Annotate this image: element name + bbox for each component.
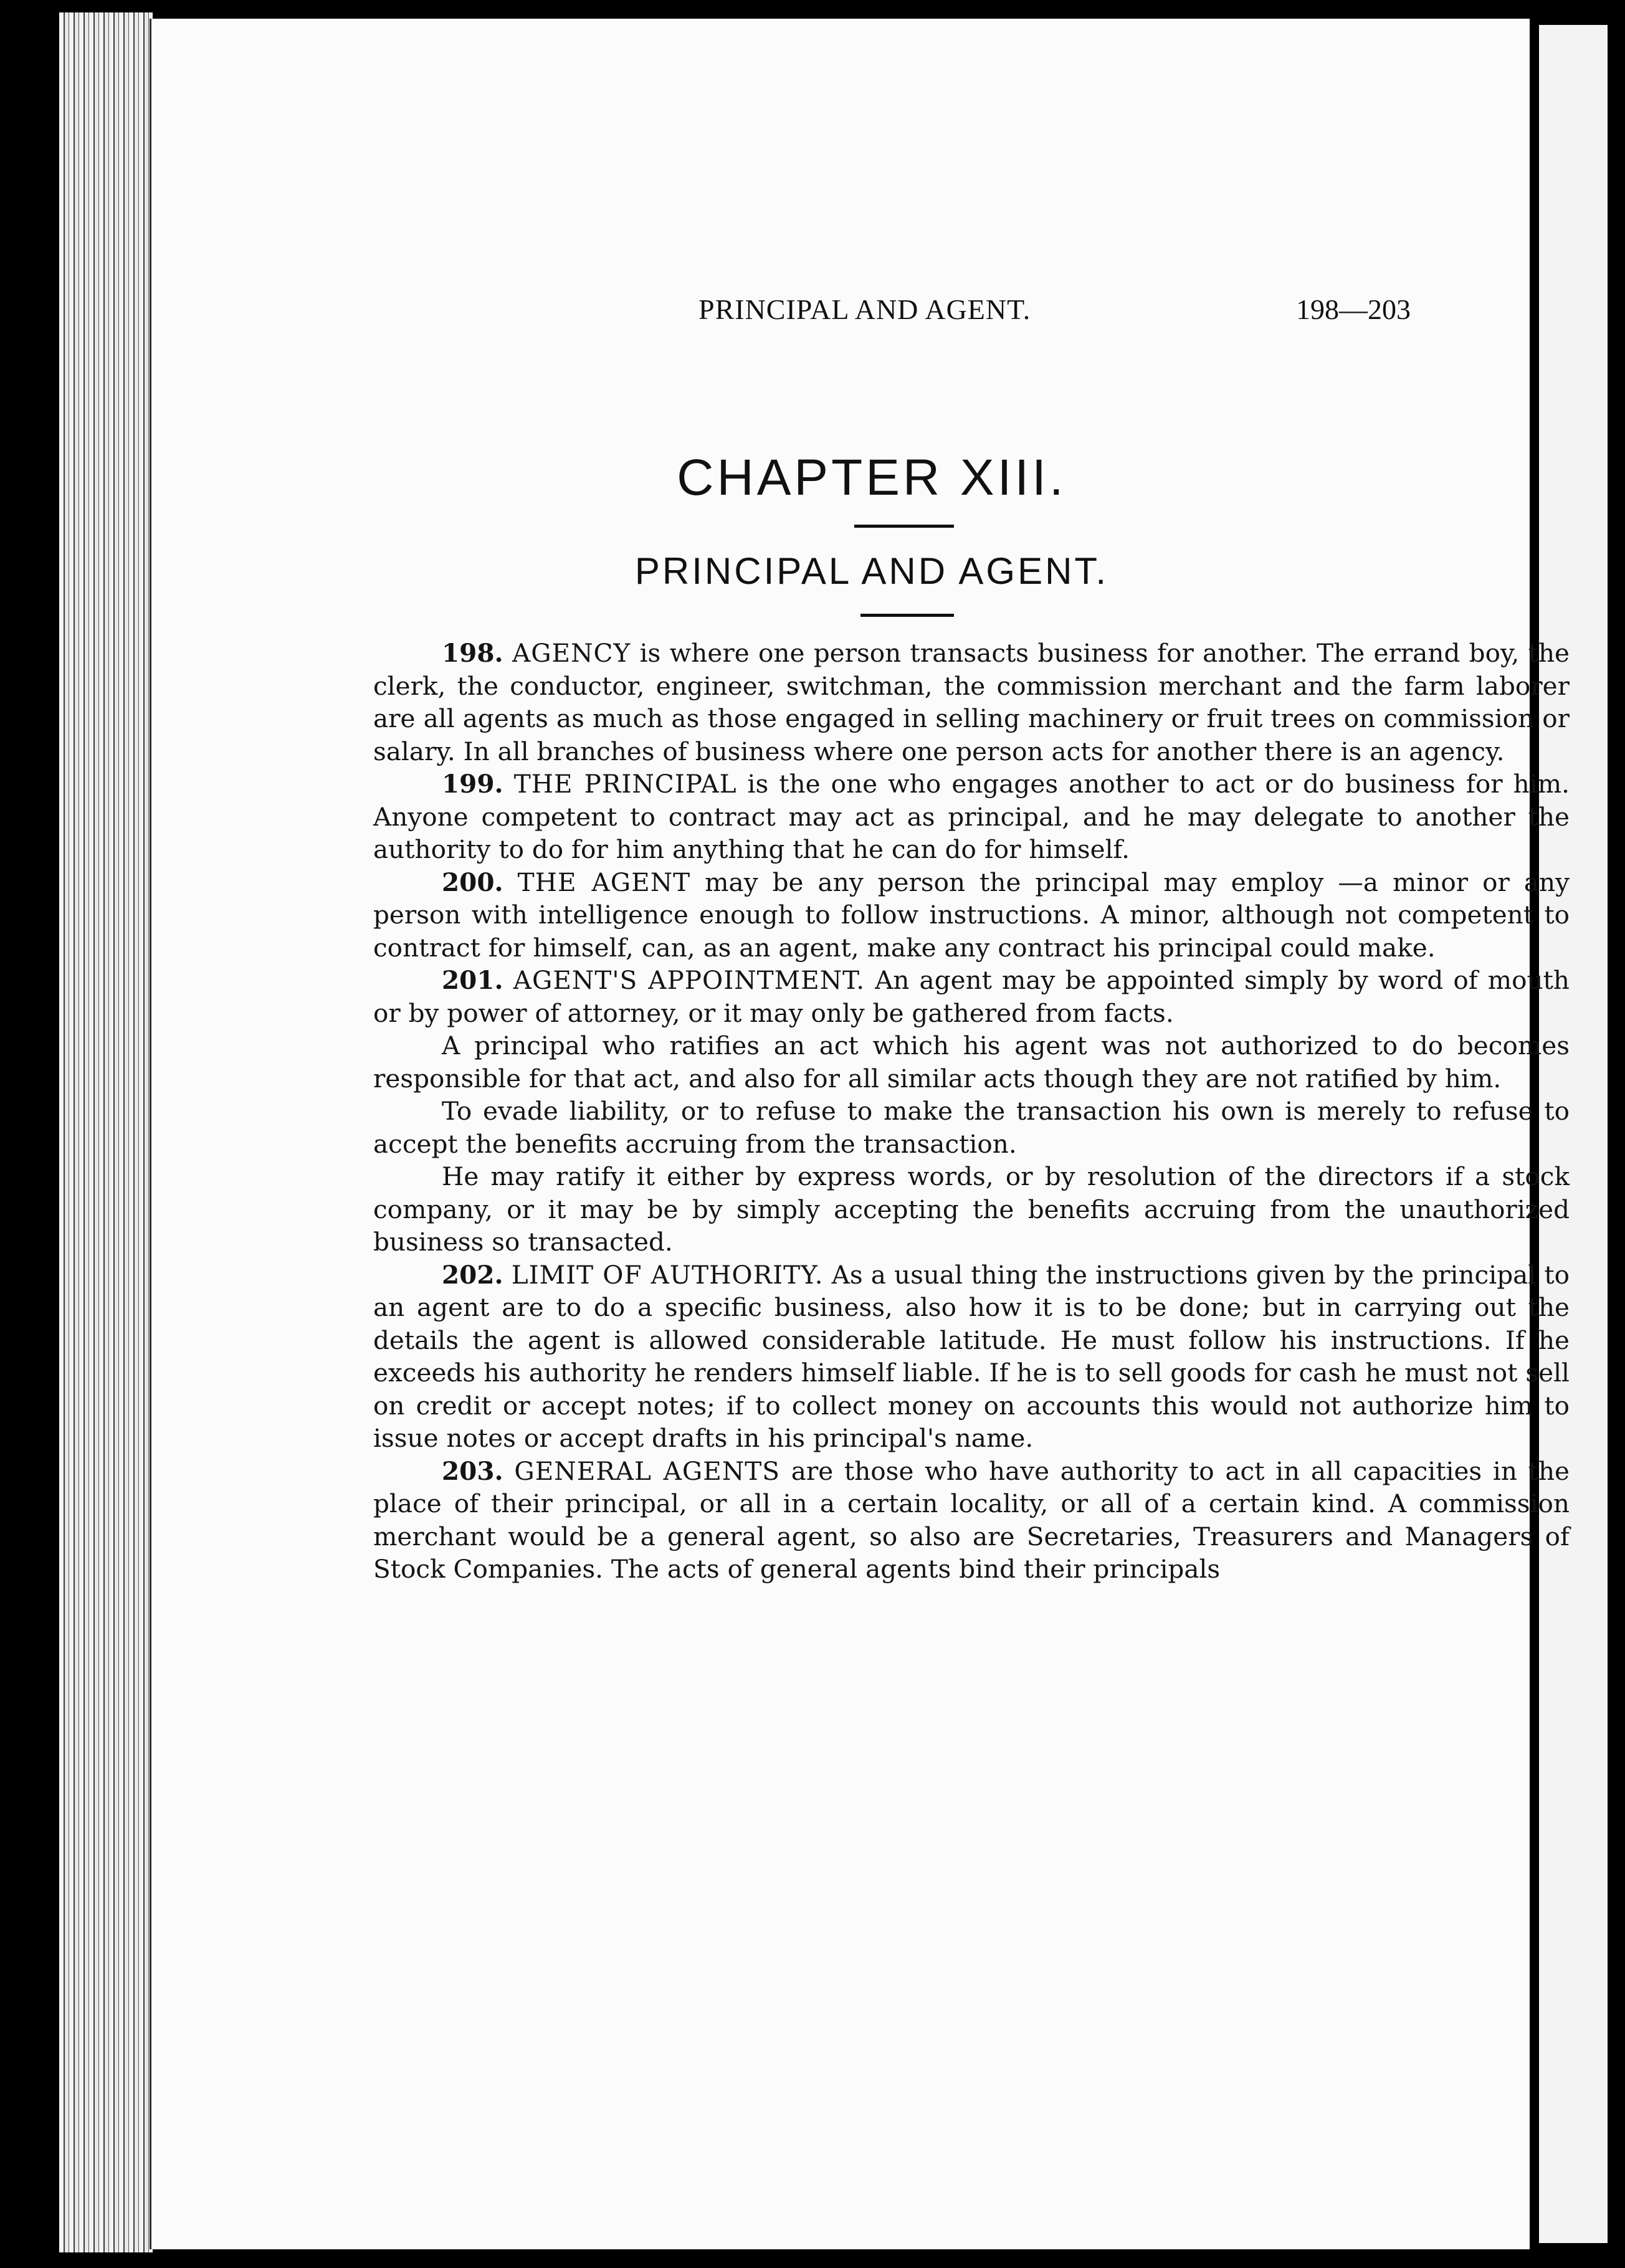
- section-lead: AGENT'S APPOINTMENT.: [513, 965, 865, 995]
- paragraph-text: are those who have authority to act in all capacities in the place of their principal, or all in a certain locality, or all of a certain kind. A commission merchant would be a general agent, so also are Secretaries, Treasurers and Managers of Stock Companies. The acts of general agents bind their principals: [373, 1456, 1570, 1584]
- chapter-title: PRINCIPAL AND AGENT.: [634, 550, 1109, 592]
- chapter-rule-top: [854, 525, 954, 528]
- section-lead: GENERAL AGENTS: [514, 1456, 781, 1486]
- book-page-edges: [59, 12, 153, 2252]
- page-range: 198—203: [1296, 293, 1411, 325]
- chapter-number: CHAPTER XIII.: [677, 449, 1067, 506]
- section-number: 199.: [442, 769, 503, 799]
- body-text: [373, 637, 1570, 1586]
- section-number: 198.: [442, 638, 503, 668]
- paragraph-text: may be any person the principal may employ —a minor or any person with intelligence enough to follow instructions. A minor, although not competent to contract for himself, can, as an agent, make any contract his principal could make.: [373, 867, 1570, 963]
- book-page: [150, 19, 1570, 2249]
- paragraph-text: As a usual thing the instructions given by the principal to an agent are to do a specific business, also how it is to be done; but in carrying out the details the agent is allowed considerable latitude. He must follow his instructions. If he exceeds his authority he renders himself liable. If he is to sell goods for cash he must not sell on credit or accept notes; if to collect money on accounts this would not authorize him to issue notes or accept drafts in his principal's name.: [373, 1259, 1570, 1453]
- running-head-title: PRINCIPAL AND AGENT.: [698, 293, 1031, 325]
- paragraph-199: [373, 768, 1570, 866]
- paragraph-202: [373, 1259, 1570, 1455]
- section-number: 200.: [442, 867, 503, 897]
- paragraph-text: is the one who engages another to act or do business for him. Anyone competent to contract may act as principal, and he may delegate to another the authority to do for him anything that he can do for himself.: [373, 769, 1570, 864]
- section-lead: THE PRINCIPAL: [513, 769, 737, 799]
- paragraph-ratify-methods: [373, 1160, 1570, 1259]
- paragraph-200: [373, 866, 1570, 965]
- section-lead: LIMIT OF AUTHORITY.: [511, 1259, 824, 1290]
- paragraph-203: [373, 1455, 1570, 1586]
- paragraph-evade-liability: [373, 1095, 1570, 1160]
- paragraph-text: He may ratify it either by express words, or by resolution of the directors if a stock company, or it may be by simply accepting the benefits accruing from the unauthorized business so transacted.: [373, 1161, 1570, 1257]
- paragraph-201: [373, 964, 1570, 1029]
- paragraph-text: An agent may be appointed simply by word of mouth or by power of attorney, or it may only be gathered from facts.: [373, 965, 1570, 1028]
- paragraph-text: is where one person transacts business for another. The errand boy, the clerk, the conductor, engineer, switchman, the commission merchant and the farm laborer are all agents as much as those engaged in selling machinery or fruit trees on commission or salary. In all branches of business where one person acts for another there is an agency.: [373, 638, 1570, 766]
- section-lead: THE AGENT: [517, 867, 691, 897]
- running-head: [151, 293, 1530, 330]
- paragraph-198: [373, 637, 1570, 768]
- section-lead: AGENCY: [512, 638, 631, 668]
- section-number: 203.: [442, 1456, 503, 1486]
- paragraph-ratification: [373, 1029, 1570, 1095]
- section-number: 201.: [442, 965, 503, 995]
- chapter-rule-bottom: [860, 614, 954, 617]
- paragraph-text: To evade liability, or to refuse to make the transaction his own is merely to refuse to accept the benefits accruing from the transaction.: [373, 1096, 1570, 1159]
- paragraph-text: A principal who ratifies an act which his agent was not authorized to do becomes responsible for that act, and also for all similar acts though they are not ratified by him.: [373, 1031, 1570, 1094]
- section-number: 202.: [442, 1259, 503, 1290]
